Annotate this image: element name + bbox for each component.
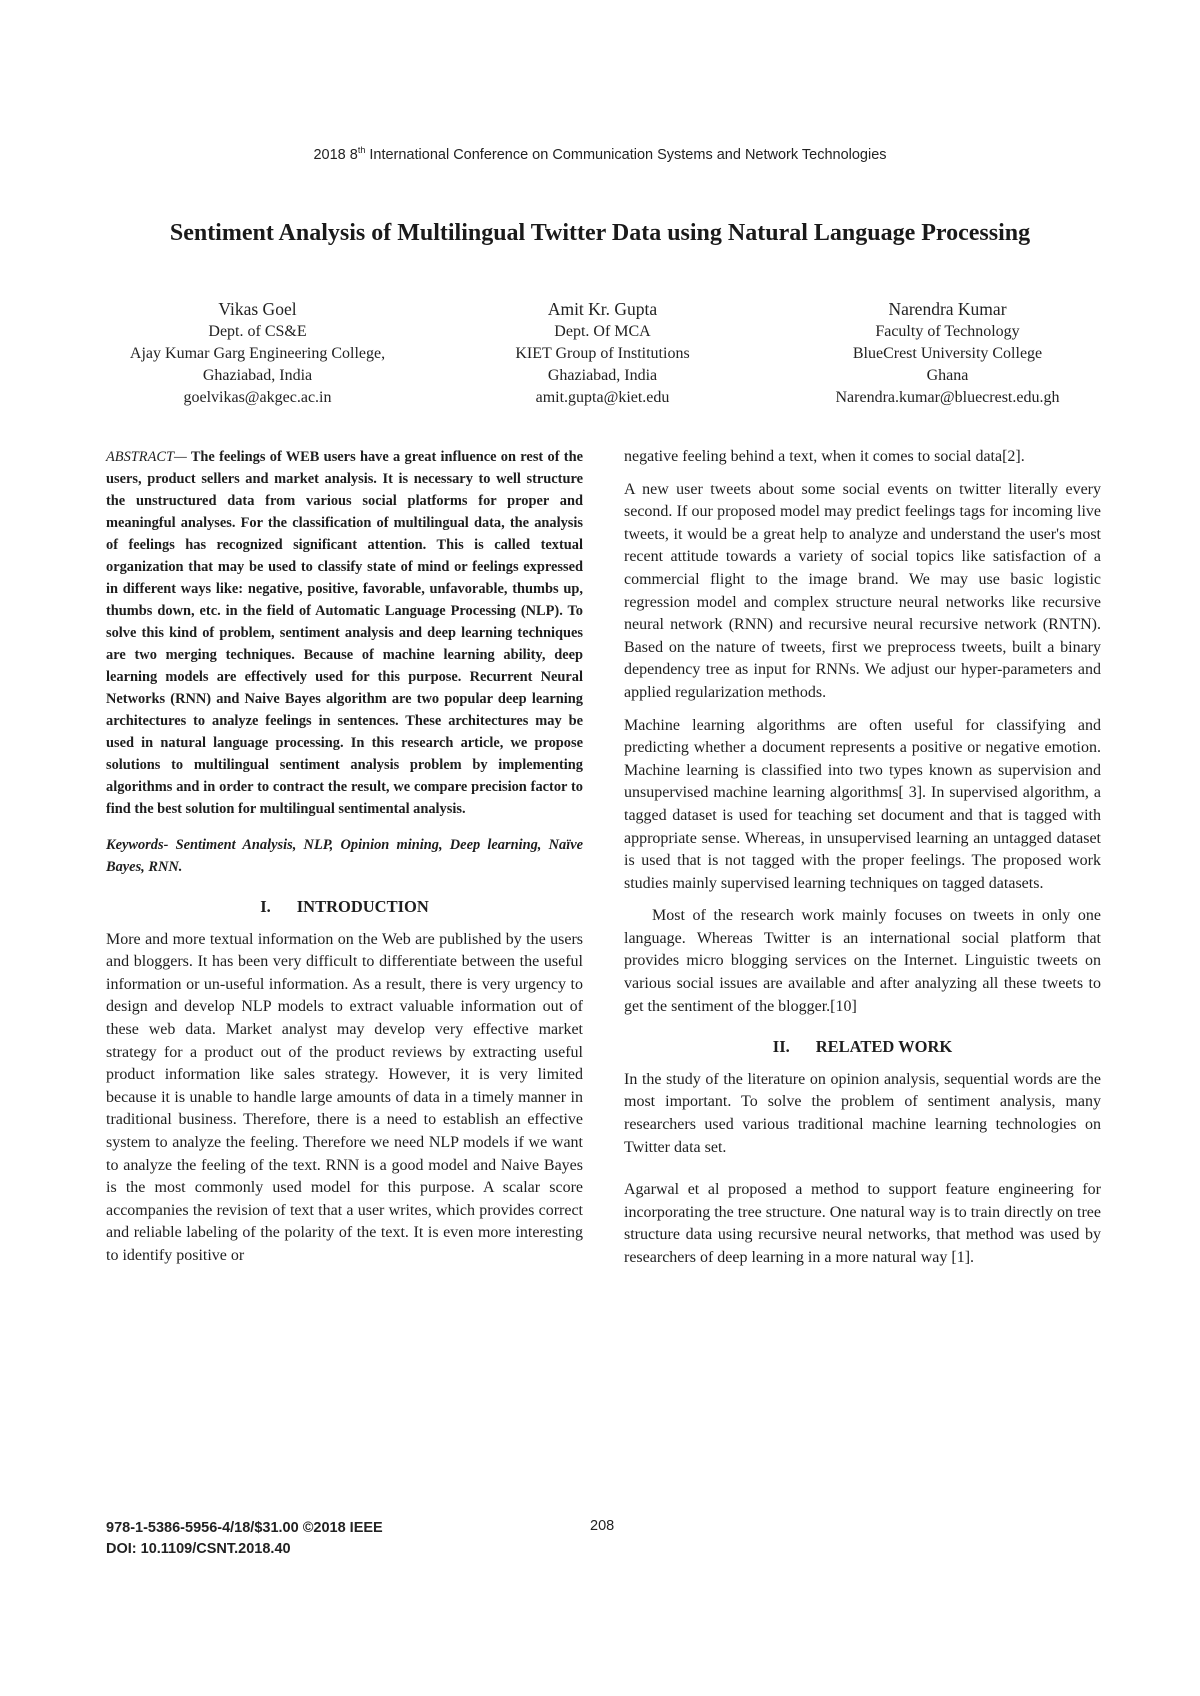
intro-paragraph-1-continued: negative feeling behind a text, when it comes to social data[2].	[624, 448, 1025, 465]
author-dept: Dept. Of MCA	[554, 323, 651, 340]
related-paragraph-1: In the study of the literature on opinion analysis, sequential words are the most important. To solve the problem of sentiment analysis, many researchers used various traditional machine learning technologies on Twitter data set.	[624, 1070, 1101, 1156]
keywords-label: Keywords-	[106, 837, 169, 853]
conference-prefix: 2018 8	[313, 146, 358, 163]
section-heading-related-work	[624, 1036, 1101, 1059]
section-number: I.	[260, 897, 271, 916]
intro-paragraph-3: Machine learning algorithms are often useful for classifying and predicting whether a document represents a positive or negative emotion. Machine learning is classified into two types known as supervision and unsupervised machine learning algorithms[ 3]. In supervised algorithm, a tagged dataset is used for teaching set document and that is tagged with appropriate sense. Whereas, in unsupervised learning an untagged dataset is used that is not tagged with the proper feelings. The proposed work studies mainly supervised learning techniques on tagged datasets.	[624, 716, 1101, 892]
author-institution: BlueCrest University College	[852, 345, 1043, 362]
intro-paragraph-4: Most of the research work mainly focuses on tweets in only one language. Whereas Twitter is an international social platform that provides micro blogging services on the Internet. Linguistic tweets on various social issues are available and after analyzing all these tweets to get the sentiment of the blogger.[10]	[624, 907, 1101, 1015]
author-name: Amit Kr. Gupta	[547, 299, 658, 319]
author-institution: Ajay Kumar Garg Engineering College,	[129, 345, 386, 362]
conference-sup: th	[357, 145, 366, 155]
abstract-text: The feelings of WEB users have a great influence on rest of the users, product sellers and market analysis. It is necessary to well structure the unstructured data from various social platforms for proper and meaningful analyses. For the classification of multilingual data, the analysis of feelings has recognized significant attention. This is called textual organization that may be used to classify state of mind or feelings expressed in different ways like: negative, positive, favorable, unfavorable, thumbs up, thumbs down, etc. in the field of Automatic Language Processing (NLP). To solve this kind of problem, sentiment analysis and deep learning techniques are two merging techniques. Because of machine learning ability, deep learning models are effectively used for this purpose. Recurrent Neural Networks (RNN) and Naive Bayes algorithm are two popular deep learning architectures to analyze feelings in sentences. These architectures may be used in natural language processing. In this research article, we propose solutions to multilingual sentiment analysis problem by implementing algorithms and in order to contract the result, we compare precision factor to find the best solution for multilingual sentimental analysis.	[106, 449, 583, 817]
footer-isbn: 978-1-5386-5956-4/18/$31.00 ©2018 IEEE	[106, 1520, 383, 1536]
author-institution: KIET Group of Institutions	[515, 345, 690, 362]
section-heading-introduction	[106, 896, 583, 919]
author-dept: Dept. of CS&E	[208, 323, 307, 340]
left-column	[106, 446, 583, 1278]
author-name: Narendra Kumar	[888, 299, 1007, 319]
conference-header	[0, 145, 1200, 163]
right-column	[624, 446, 1101, 1280]
section-title: RELATED WORK	[815, 1037, 953, 1057]
author-name: Vikas Goel	[218, 299, 297, 319]
keywords	[106, 834, 583, 878]
author-location: Ghaziabad, India	[202, 367, 313, 384]
intro-paragraph-1: More and more textual information on the Web are published by the users and bloggers. It has been very difficult to differentiate between the useful information or un-useful information. As a result, there is very urgency to design and develop NLP models to extract valuable information out of these web data. Market analyst may develop very effective market strategy for a product out of the product reviews by extracting useful product information like sales strategy. However, it is very limited because it is unable to handle large amounts of data in a timely manner in traditional business. Therefore, there is a need to establish an effective system to analyze the feeling. Therefore we need NLP models if we want to analyze the feeling of the text. RNN is a good model and Naive Bayes is the most commonly used model for this purpose. A scalar score accompanies the revision of text that a user writes, which provides correct and reliable labeling of the polarity of the text. It is even more interesting to identify positive or	[106, 930, 583, 1264]
author-1	[85, 298, 430, 409]
author-email: Narendra.kumar@bluecrest.edu.gh	[835, 389, 1060, 406]
keywords-text: Sentiment Analysis, NLP, Opinion mining, Deep learning, Naïve Bayes, RNN.	[106, 837, 583, 875]
section-number: II.	[772, 1037, 790, 1057]
abstract-label: ABSTRACT—	[106, 449, 187, 465]
author-3	[775, 298, 1120, 409]
author-location: Ghana	[926, 367, 969, 384]
author-email: amit.gupta@kiet.edu	[535, 389, 670, 406]
author-dept: Faculty of Technology	[875, 323, 1020, 340]
paper-title: Sentiment Analysis of Multilingual Twitter Data using Natural Language Processing	[169, 220, 1031, 246]
related-paragraph-2: Agarwal et al proposed a method to support feature engineering for incorporating the tree structure. One natural way is to train directly on tree structure data using recursive neural networks, that method was used by researchers of deep learning in a more natural way [1].	[624, 1181, 1101, 1266]
author-2	[430, 298, 775, 409]
section-title: INTRODUCTION	[296, 897, 429, 916]
intro-paragraph-2: A new user tweets about some social events on twitter literally every second. If our proposed model may predict feelings tags for incoming live tweets, it would be a great help to analyze and understand the user's most recent attitude towards a variety of social topics like satisfaction of a commercial flight to the image brand. We may use basic logistic regression model and complex structure neural networks like recursive neural network (RNN) and recursive neural recursive network (RNTN). Based on the nature of tweets, first we preprocess tweets, built a binary dependency tree as input for RNNs. We adjust our hyper-parameters and applied regularization methods.	[624, 480, 1101, 701]
abstract	[106, 446, 583, 820]
conference-suffix: International Conference on Communication Systems and Network Technologies	[365, 146, 887, 163]
author-location: Ghaziabad, India	[547, 367, 658, 384]
footer-copyright	[106, 1518, 383, 1560]
author-email: goelvikas@akgec.ac.in	[183, 389, 332, 406]
author-block	[85, 298, 1120, 409]
footer-doi: DOI: 10.1109/CSNT.2018.40	[106, 1541, 291, 1557]
page-number: 208	[590, 1518, 615, 1534]
